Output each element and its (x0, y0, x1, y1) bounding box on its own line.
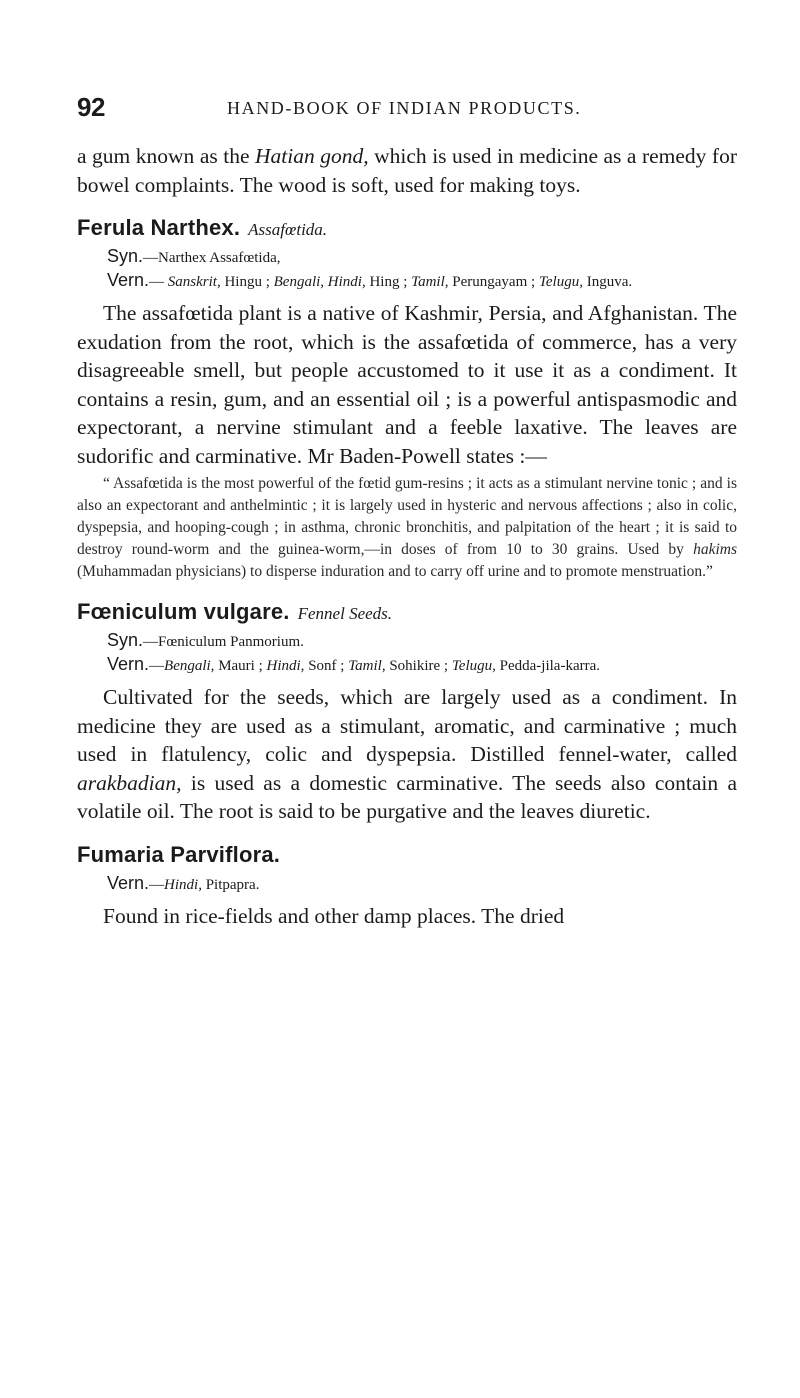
page-text (77, 142, 737, 930)
term-arakbadian: arakbadian, (77, 770, 182, 795)
entry-description: Found in rice-fields and other damp places. The dried (103, 903, 565, 928)
quotation: “ Assafœtida is the most powerful of the fœtid gum-resins ; it acts as a stimulant nervine tonic ; and is also an expectorant and anthelmintic ; it is largely used in hysteric and nervous affections ; also in colic, dyspepsia, and hooping-cough ; in asthma, chronic bronchitis, and palpitation of the heart ; it is said to destroy round-worm and the guinea-worm,—in doses of from 10 to 30 grains. Used by hakims (Muhammadan physicians) to disperse induration and to carry off urine and to promote menstruation.” (77, 475, 737, 580)
entry-heading (77, 840, 737, 872)
entry-heading (77, 213, 737, 245)
vernacular-line: Vern.—Hindi, Pitpapra. (107, 872, 260, 893)
entry-foeniculum-vulgare (77, 597, 737, 826)
entry-description: The assafœtida plant is a native of Kashmir, Persia, and Afghanistan. The exudation from the root, which is the assafœtida of commerce, has a very disagreeable smell, but people accustomed to it use it as a condiment. It contains a resin, gum, and an essential oil ; is a powerful antispasmodic and expectorant, a nervine stimulant and a feeble laxative. The leaves are sudorific and carminative. Mr Baden-Powell states :— (77, 301, 737, 468)
scientific-name: Fumaria Parviflora. (77, 841, 281, 867)
common-name: Fennel Seeds. (297, 604, 393, 623)
scientific-name: Fœniculum vulgare. (77, 599, 290, 624)
scientific-name: Ferula Narthex. (77, 215, 241, 240)
syn-text: —Narthex Assafœtida, (143, 250, 281, 266)
common-name: Assafœtida. (248, 220, 328, 239)
syn-text: —Fœniculum Panmorium. (143, 634, 304, 650)
synonym-line (107, 629, 737, 653)
intro-paragraph: a gum known as the Hatian gond, which is used in medicine as a remedy for bowel complaints. The wood is soft, used for making toys. (77, 144, 738, 197)
page-number: 92 (77, 92, 105, 122)
running-head: HAND-BOOK OF INDIAN PRODUCTS. (227, 98, 582, 118)
vernacular-line: Vern.—Bengali, Mauri ; Hindi, Sonf ; Tamil, Sohikire ; Telugu, Pedda-jila-karra. (107, 654, 601, 674)
entry-ferula-narthex (77, 213, 737, 583)
vern-label: Vern. (107, 270, 150, 290)
entry-description: Cultivated for the seeds, which are largely used as a condiment. In medicine they are used as a stimulant, aromatic, and carminative ; much used in flatulency, colic and dyspepsia. Distilled fennel-water, called arakbadian, is used as a domestic carminative. The seeds also contain a volatile oil. The root is said to be purgative and the leaves diuretic. (77, 685, 737, 823)
syn-label: Syn. (107, 630, 144, 650)
syn-label: Syn. (107, 246, 144, 266)
vern-label: Vern. (107, 872, 150, 893)
vernacular-line: Vern.— Sanskrit, Hingu ; Bengali, Hindi, Hing ; Tamil, Perungayam ; Telugu, Inguva. (107, 270, 633, 290)
entry-fumaria-parviflora (77, 840, 737, 931)
entry-heading (77, 597, 737, 629)
term-hatian-gond: Hatian gond, (255, 144, 369, 168)
page-header (77, 92, 737, 122)
vern-label: Vern. (107, 654, 150, 674)
synonym-line (107, 245, 737, 269)
